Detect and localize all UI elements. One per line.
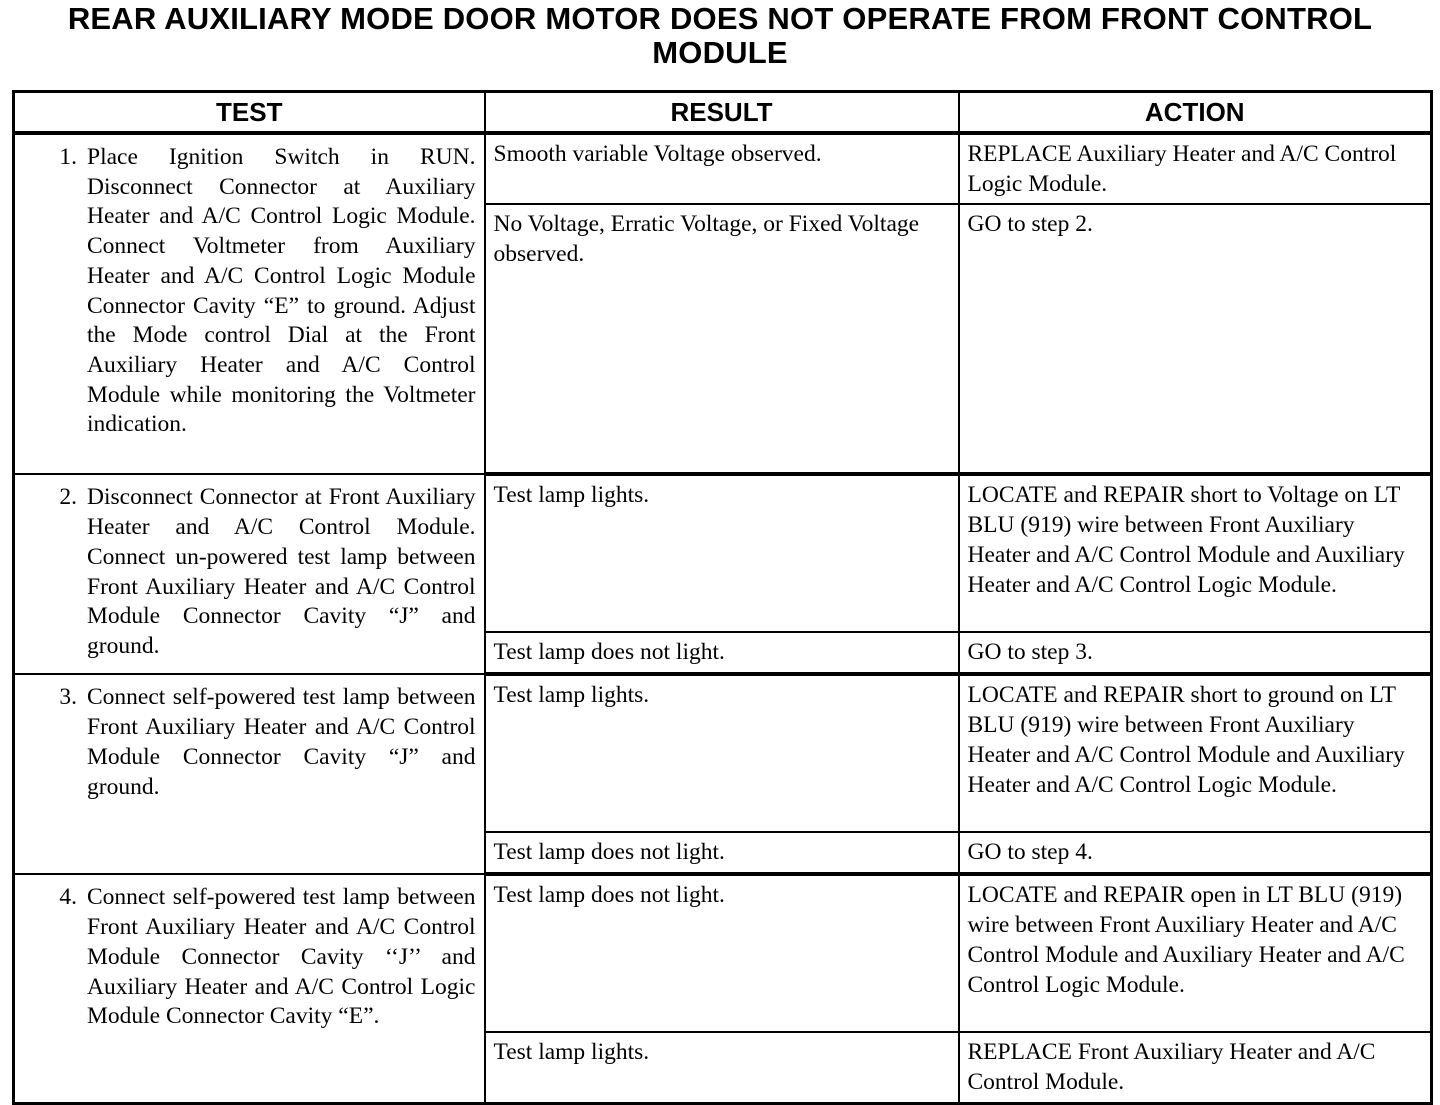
result-cell: No Voltage, Erratic Voltage, or Fixed Voltage observed.	[485, 204, 959, 474]
result-cell: Test lamp lights.	[485, 674, 959, 832]
test-cell-step-3	[14, 674, 485, 874]
step-number: 3.	[59, 684, 77, 711]
test-cell-step-1	[14, 133, 485, 474]
test-text: Connect self-powered test lamp between Front Auxiliary Heater and A/C Control Module Connector Cavity “J” and ground.	[87, 684, 476, 800]
result-cell: Smooth variable Voltage observed.	[485, 133, 959, 204]
table-row	[14, 874, 1432, 1032]
test-text: Place Ignition Switch in RUN. Disconnect Connector at Auxiliary Heater and A/C Control Logic Module. Connect Voltmeter from Auxiliary Heater and A/C Control Logic Module Connector Cavity “E” to ground. Adjust the Mode control Dial at the Front Auxiliary Heater and A/C Control Module while monitoring the Voltmeter indication.	[87, 144, 476, 438]
result-cell: Test lamp does not light.	[485, 832, 959, 874]
page-title: REAR AUXILIARY MODE DOOR MOTOR DOES NOT OPERATE FROM FRONT CONTROL MODULE	[67, 1, 1373, 70]
test-text: Disconnect Connector at Front Auxiliary Heater and A/C Control Module. Connect un-powered test lamp between Front Auxiliary Heater and A/C Control Module Connector Cavity “J” and ground.	[87, 484, 476, 659]
action-cell: GO to step 4.	[959, 832, 1432, 874]
table-row	[14, 674, 1432, 832]
header-row	[14, 92, 1432, 134]
result-cell: Test lamp lights.	[485, 474, 959, 632]
result-cell: Test lamp does not light.	[485, 632, 959, 674]
result-cell: Test lamp does not light.	[485, 874, 959, 1032]
step-number: 2.	[59, 484, 77, 511]
test-cell-step-4	[14, 874, 485, 1103]
action-cell: LOCATE and REPAIR open in LT BLU (919) wire between Front Auxiliary Heater and A/C Control Module and Auxiliary Heater and A/C Control Logic Module.	[959, 874, 1432, 1032]
test-cell-step-2	[14, 474, 485, 674]
action-cell: LOCATE and REPAIR short to Voltage on LT BLU (919) wire between Front Auxiliary Heater and A/C Control Module and Auxiliary Heater and A/C Control Logic Module.	[959, 474, 1432, 632]
diagnostic-table	[12, 90, 1433, 1105]
step-number: 1.	[59, 144, 77, 170]
column-header-result: RESULT	[485, 92, 959, 134]
action-cell: GO to step 2.	[959, 204, 1432, 474]
table-row	[14, 133, 1432, 204]
action-cell: REPLACE Front Auxiliary Heater and A/C Control Module.	[959, 1032, 1432, 1103]
table-row	[14, 474, 1432, 632]
result-cell: Test lamp lights.	[485, 1032, 959, 1103]
column-header-action: ACTION	[959, 92, 1432, 134]
test-text: Connect self-powered test lamp between Front Auxiliary Heater and A/C Control Module Connector Cavity ‘‘J’’ and Auxiliary Heater and A/C Control Logic Module Connector Cavity “E”.	[87, 884, 476, 1030]
column-header-test: TEST	[14, 92, 485, 134]
action-cell: REPLACE Auxiliary Heater and A/C Control Logic Module.	[959, 133, 1432, 204]
step-number: 4.	[59, 884, 77, 911]
action-cell: LOCATE and REPAIR short to ground on LT BLU (919) wire between Front Auxiliary Heater and A/C Control Module and Auxiliary Heater and A/C Control Logic Module.	[959, 674, 1432, 832]
action-cell: GO to step 3.	[959, 632, 1432, 674]
